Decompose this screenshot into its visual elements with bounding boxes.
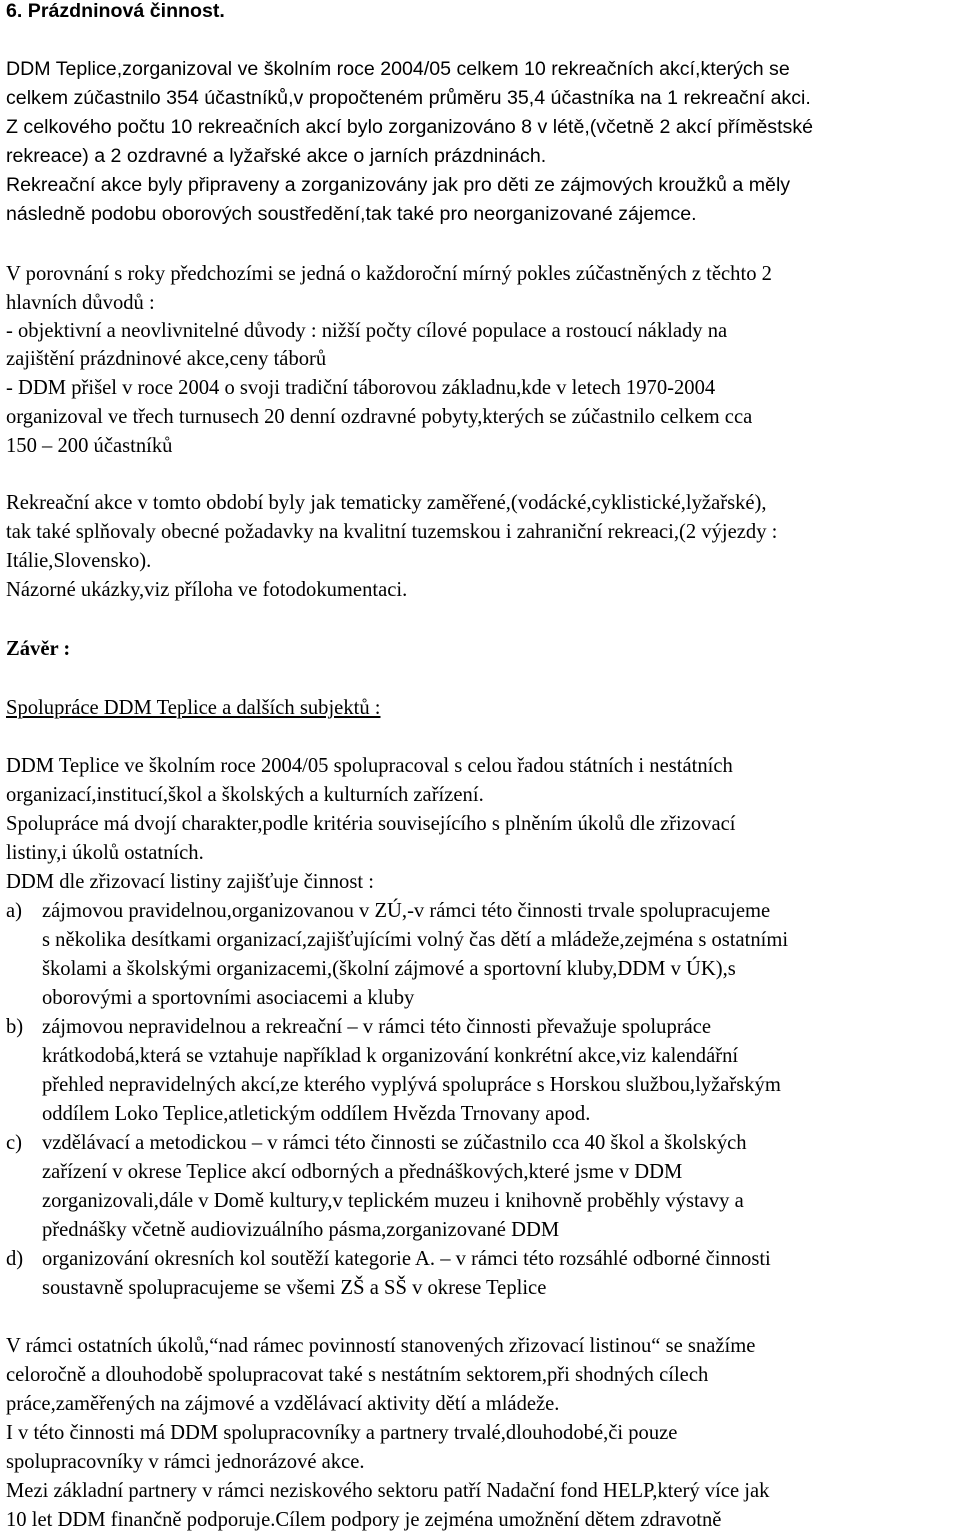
- text-line: celoročně a dlouhodobě spolupracovat také s nestátním sektorem,při shodných cílech: [6, 1364, 709, 1386]
- list-label: a): [6, 900, 22, 922]
- text-line: Z celkového počtu 10 rekreačních akcí bylo zorganizováno 8 v létě,(včetně 2 akcí příměstské: [6, 116, 814, 138]
- list-label: d): [6, 1248, 24, 1270]
- text-line: DDM dle zřizovací listiny zajišťuje činnost :: [6, 871, 374, 893]
- text-line: zajištění prázdninové akce,ceny táborů: [6, 348, 327, 370]
- text-line: - objektivní a neovlivnitelné důvody : nižší počty cílové populace a rostoucí náklady na: [6, 320, 728, 342]
- list-text-line: soustavně spolupracujeme se všemi ZŠ a SŠ v okrese Teplice: [42, 1277, 547, 1299]
- text-line: Itálie,Slovensko).: [6, 550, 152, 572]
- list-text-line: zájmovou nepravidelnou a rekreační – v rámci této činnosti převažuje spolupráce: [42, 1016, 712, 1038]
- text-line: Spolupráce má dvojí charakter,podle kritéria souvisejícího s plněním úkolů dle zřizovací: [6, 813, 736, 835]
- list-text-line: oddílem Loko Teplice,atletickým oddílem Hvězda Trnovany apod.: [42, 1103, 591, 1125]
- text-line: organizací,institucí,škol a školských a kulturních zařízení.: [6, 784, 484, 806]
- text-line: spolupracovníky v rámci jednorázové akce.: [6, 1451, 365, 1473]
- text-line: organizoval ve třech turnusech 20 denní ozdravné pobyty,kterých se zúčastnilo celkem cca: [6, 406, 753, 428]
- list-text-line: s několika desítkami organizací,zajišťujícími volný čas dětí a mládeže,zejména s ostatními: [42, 929, 789, 951]
- list-text-line: vzdělávací a metodickou – v rámci této činnosti se zúčastnilo cca 40 škol a školských: [42, 1132, 747, 1154]
- text-line: celkem zúčastnilo 354 účastníků,v propočteném průměru 35,4 účastníka na 1 rekreační akci.: [6, 87, 811, 109]
- text-line: - DDM přišel v roce 2004 o svoji tradiční táborovou základnu,kde v letech 1970-2004: [6, 377, 716, 399]
- list-label: c): [6, 1132, 22, 1154]
- cooperation-heading: Spolupráce DDM Teplice a dalších subjektů :: [6, 697, 381, 719]
- text-line: 10 let DDM finančně podporuje.Cílem podpory je zejména umožnění dětem zdravotně: [6, 1509, 722, 1531]
- list-text-line: zařízení v okrese Teplice akcí odborných a přednáškových,které jsme v DDM: [42, 1161, 683, 1183]
- list-text-line: zorganizovali,dále v Domě kultury,v teplickém muzeu i knihovně proběhly výstavy a: [42, 1190, 744, 1212]
- list-text-line: školami a školskými organizacemi,(školní zájmové a sportovní kluby,DDM v ÚK),s: [42, 958, 736, 980]
- text-line: Názorné ukázky,viz příloha ve fotodokumentaci.: [6, 579, 408, 601]
- text-line: následně podobu oborových soustředění,tak také pro neorganizované zájemce.: [6, 203, 697, 225]
- text-line: Rekreační akce byly připraveny a zorganizovány jak pro děti ze zájmových kroužků a měly: [6, 174, 791, 196]
- text-line: hlavních důvodů :: [6, 292, 155, 314]
- text-line: tak také splňovaly obecné požadavky na kvalitní tuzemskou i zahraniční rekreaci,(2 výjezdy :: [6, 521, 778, 543]
- text-line: DDM Teplice ve školním roce 2004/05 spolupracoval s celou řadou státních i nestátních: [6, 755, 733, 777]
- conclusion-heading: Závěr :: [6, 638, 71, 660]
- list-label: b): [6, 1016, 24, 1038]
- section-heading: 6. Prázdninová činnost.: [6, 0, 225, 22]
- text-line: práce,zaměřených na zájmové a vzdělávací aktivity dětí a mládeže.: [6, 1393, 560, 1415]
- text-line: rekreace) a 2 ozdravné a lyžařské akce o jarních prázdninách.: [6, 145, 547, 167]
- text-line: Rekreační akce v tomto období byly jak tematicky zaměřené,(vodácké,cyklistické,lyžařské),: [6, 492, 767, 514]
- text-line: DDM Teplice,zorganizoval ve školním roce 2004/05 celkem 10 rekreačních akcí,kterých se: [6, 58, 790, 80]
- list-text-line: přehled nepravidelných akcí,ze kterého vyplývá spolupráce s Horskou službou,lyžařským: [42, 1074, 781, 1096]
- text-line: Mezi základní partnery v rámci neziskového sektoru patří Nadační fond HELP,který více jak: [6, 1480, 770, 1502]
- text-line: V rámci ostatních úkolů,“nad rámec povinností stanovených zřizovací listinou“ se snažíme: [6, 1335, 756, 1357]
- text-line: I v této činnosti má DDM spolupracovníky a partnery trvalé,dlouhodobé,či pouze: [6, 1422, 678, 1444]
- list-text-line: oborovými a sportovními asociacemi a kluby: [42, 987, 415, 1009]
- text-line: 150 – 200 účastníků: [6, 435, 173, 457]
- list-text-line: zájmovou pravidelnou,organizovanou v ZÚ,-v rámci této činnosti trvale spolupracujeme: [42, 900, 771, 922]
- text-line: V porovnání s roky předchozími se jedná o každoroční mírný pokles zúčastněných z těchto 2: [6, 263, 772, 285]
- list-text-line: organizování okresních kol soutěží kategorie A. – v rámci této rozsáhlé odborné činnosti: [42, 1248, 771, 1270]
- list-text-line: krátkodobá,která se vztahuje například k organizování konkrétní akce,viz kalendářní: [42, 1045, 739, 1067]
- text-line: listiny,i úkolů ostatních.: [6, 842, 204, 864]
- list-text-line: přednášky včetně audiovizuálního pásma,zorganizované DDM: [42, 1219, 560, 1241]
